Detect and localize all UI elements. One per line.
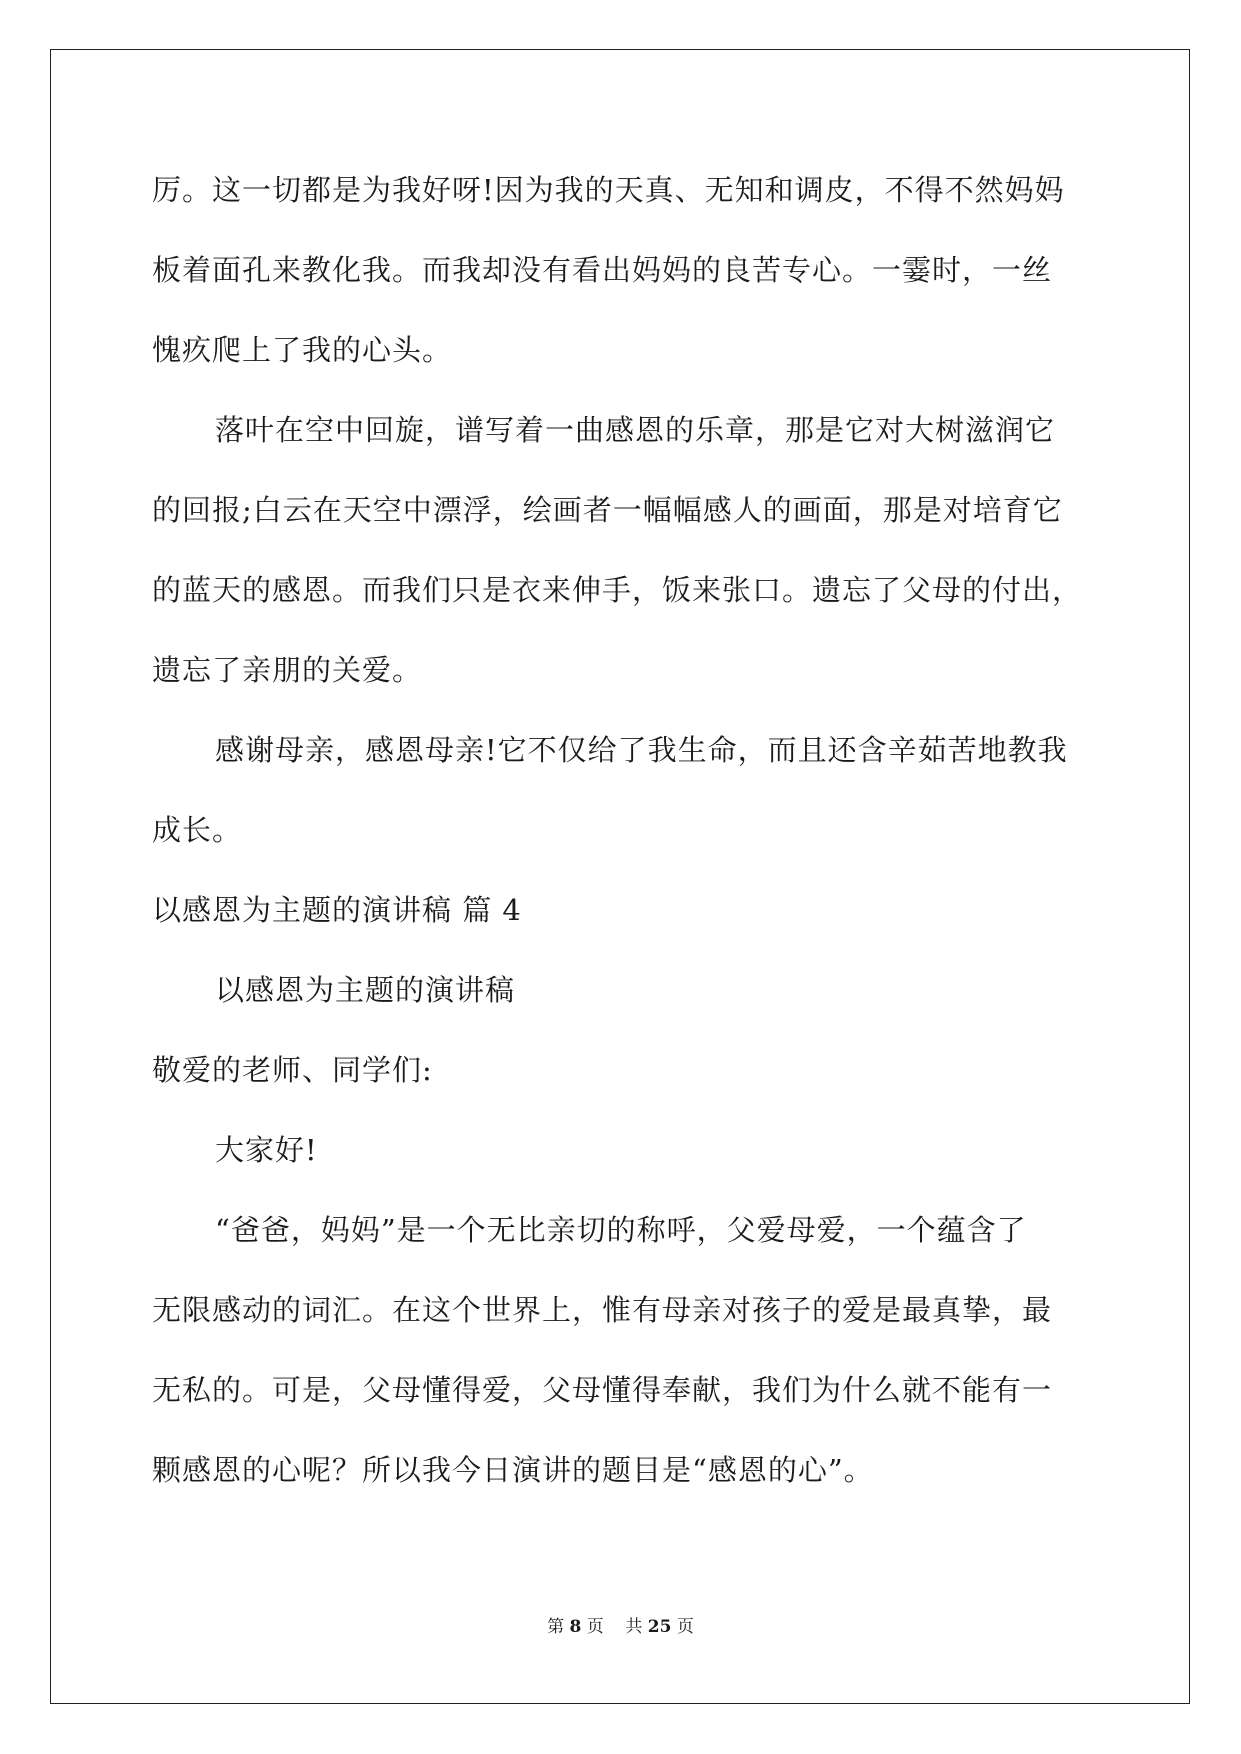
greeting: 大家好!	[215, 1133, 318, 1167]
text-line: “爸爸，妈妈”是一个无比亲切的称呼，父爱母爱，一个蕴含了	[215, 1213, 1027, 1247]
speech-title: 以感恩为主题的演讲稿	[215, 973, 516, 1007]
page-prefix: 第	[547, 1617, 565, 1637]
text-line: 的回报;白云在天空中漂浮，绘画者一幅幅感人的画面，那是对培育它	[152, 493, 1063, 527]
text-line: 愧疚爬上了我的心头。	[152, 333, 453, 367]
text-line: 板着面孔来教化我。而我却没有看出妈妈的良苦专心。一霎时，一丝	[152, 253, 1053, 287]
section-heading: 以感恩为主题的演讲稿 篇 4	[152, 893, 522, 927]
total-prefix: 共	[625, 1617, 643, 1637]
page-suffix: 页	[586, 1617, 604, 1637]
total-suffix: 页	[676, 1617, 694, 1637]
text-line: 遗忘了亲朋的关爱。	[152, 653, 423, 687]
text-line: 厉。这一切都是为我好呀!因为我的天真、无知和调皮，不得不然妈妈	[152, 173, 1065, 207]
text-line: 感谢母亲，感恩母亲!它不仅给了我生命，而且还含辛茹苦地教我	[215, 733, 1068, 767]
salutation: 敬爱的老师、同学们:	[152, 1053, 433, 1087]
text-line: 颗感恩的心呢？所以我今日演讲的题目是“感恩的心”。	[152, 1453, 874, 1487]
text-line: 的蓝天的感恩。而我们只是衣来伸手，饭来张口。遗忘了父母的付出，	[152, 573, 1083, 607]
text-line: 无限感动的词汇。在这个世界上，惟有母亲对孩子的爱是最真挚，最	[152, 1293, 1053, 1327]
page-number: 8	[569, 1617, 582, 1637]
total-pages: 25	[647, 1617, 672, 1637]
page-footer	[0, 1615, 1241, 1639]
text-line: 落叶在空中回旋，谱写着一曲感恩的乐章，那是它对大树滋润它	[215, 413, 1056, 447]
text-line: 成长。	[152, 813, 243, 847]
text-line: 无私的。可是，父母懂得爱，父母懂得奉献，我们为什么就不能有一	[152, 1373, 1053, 1407]
